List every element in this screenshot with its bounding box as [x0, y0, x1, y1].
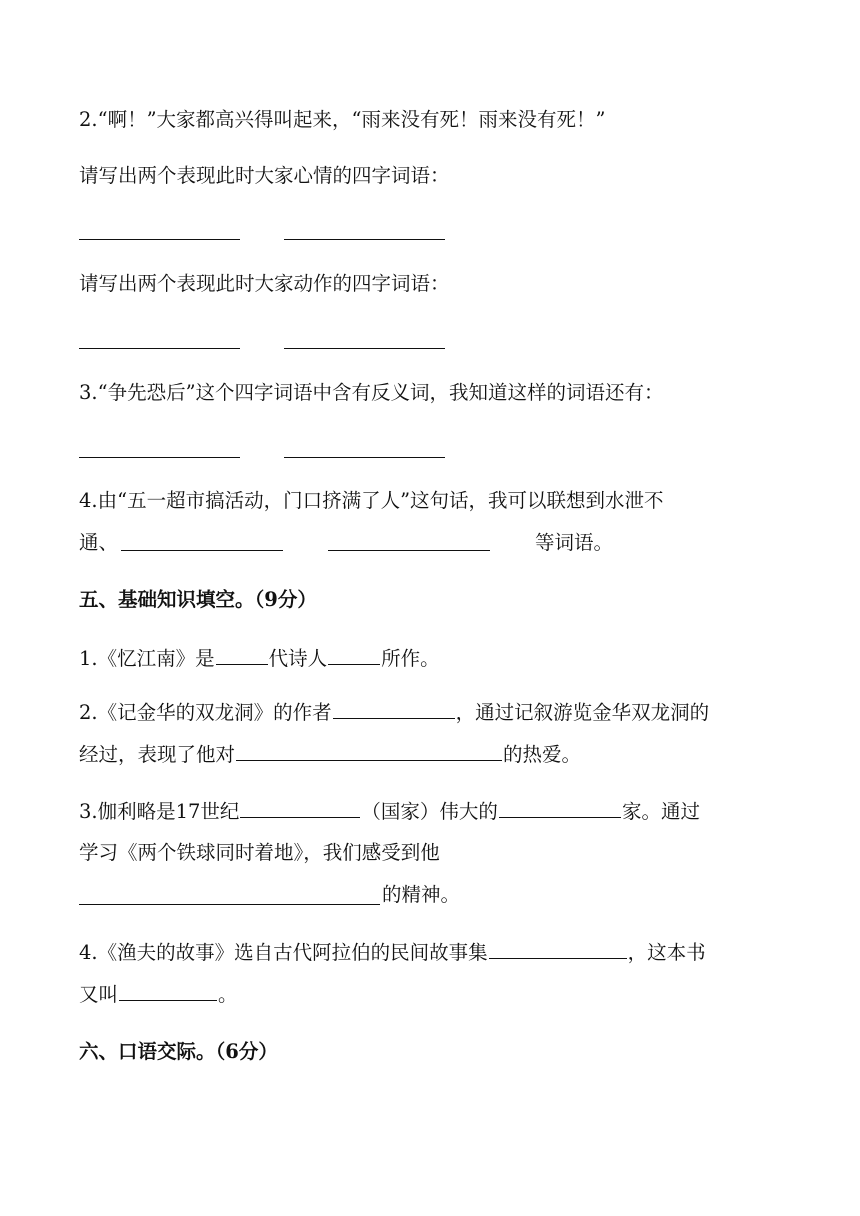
item-text: 经过，表现了他对 [79, 743, 236, 766]
answer-blank[interactable] [216, 644, 268, 665]
item-text: 的热爱。 [503, 743, 582, 766]
section-5-item-3-line1 [79, 797, 700, 826]
answer-blank[interactable] [79, 904, 380, 905]
question-3-text: 3.“争先恐后”这个四字词语中含有反义词，我知道这样的词语还有： [79, 381, 664, 404]
section-5-item-2-line2 [79, 740, 581, 769]
question-2-prompt-action: 请写出两个表现此时大家动作的四字词语： [79, 272, 450, 295]
answer-blank[interactable] [240, 797, 360, 818]
answer-blank[interactable] [236, 740, 502, 761]
answer-blank[interactable] [121, 550, 283, 551]
item-text: 2.《记金华的双龙洞》的作者 [79, 701, 332, 724]
answer-blank[interactable] [499, 797, 621, 818]
item-text: 代诗人 [268, 647, 328, 670]
item-text: 又叫 [79, 983, 119, 1006]
question-4-line2-suffix: 等词语。 [535, 531, 614, 554]
question-4-line2-prefix: 通、 [79, 531, 119, 554]
answer-blank[interactable] [328, 550, 490, 551]
section-5-item-4-line1 [79, 938, 706, 967]
section-5-item-2-line1 [79, 698, 709, 727]
item-text: ，这本书 [627, 941, 706, 964]
question-4-line1: 4.由“五一超市搞活动，门口挤满了人”这句话，我可以联想到水泄不 [79, 489, 664, 512]
item-text: 。 [218, 983, 238, 1006]
answer-blank[interactable] [284, 348, 445, 349]
section-5-item-3-line3: 的精神。 [382, 883, 461, 906]
answer-blank[interactable] [79, 239, 240, 240]
item-text: 所作。 [381, 647, 440, 670]
answer-blank[interactable] [284, 457, 445, 458]
item-text: 1.《忆江南》是 [79, 647, 215, 670]
section-6-heading: 六、口语交际。（6分） [79, 1040, 278, 1063]
answer-blank[interactable] [79, 457, 240, 458]
item-text: 4.《渔夫的故事》选自古代阿拉伯的民间故事集 [79, 941, 488, 964]
item-text: 家。通过 [621, 800, 700, 823]
answer-blank[interactable] [119, 980, 217, 1001]
answer-blank[interactable] [333, 698, 455, 719]
item-text: （国家）伟大的 [361, 800, 498, 823]
section-5-heading: 五、基础知识填空。（9分） [79, 588, 317, 611]
section-5-item-3-line2: 学习《两个铁球同时着地》，我们感受到他 [79, 841, 440, 864]
question-2-prompt-mood: 请写出两个表现此时大家心情的四字词语： [79, 164, 450, 187]
item-text: 3.伽利略是17世纪 [79, 800, 240, 823]
answer-blank[interactable] [489, 938, 627, 959]
section-5-item-4-line2 [79, 980, 238, 1009]
answer-blank[interactable] [328, 644, 380, 665]
answer-blank[interactable] [79, 348, 240, 349]
question-2-title: 2.“啊！”大家都高兴得叫起来，“雨来没有死！雨来没有死！” [79, 108, 606, 131]
answer-blank[interactable] [284, 239, 445, 240]
section-5-item-1 [79, 644, 440, 673]
item-text: ，通过记叙游览金华双龙洞的 [455, 701, 710, 724]
